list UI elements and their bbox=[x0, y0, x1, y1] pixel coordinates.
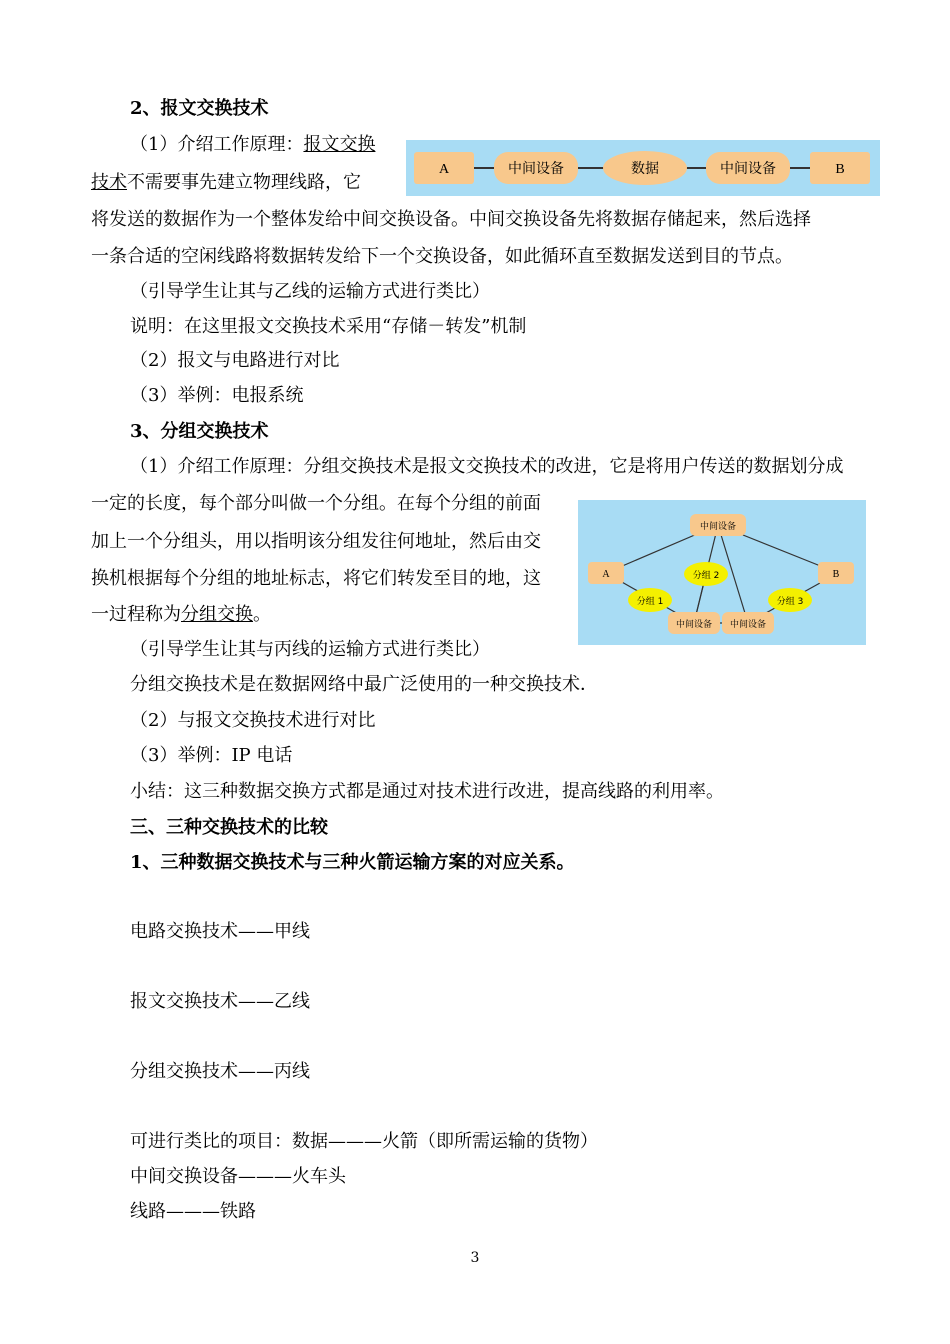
node-b-label: B bbox=[832, 569, 840, 580]
paragraph-line: 分组交换技术是在数据网络中最广泛使用的一种交换技术． bbox=[130, 674, 598, 695]
node-top-mid-label: 中间设备 bbox=[699, 522, 737, 532]
paragraph-line: （1）介绍工作原理：分组交换技术是报文交换技术的改进，它是将用户传送的数据划分成 bbox=[130, 456, 844, 477]
node-mid2-label: 中间设备 bbox=[720, 161, 776, 177]
node-mid1-label: 中间设备 bbox=[508, 161, 564, 177]
packet-3-label: 分组 3 bbox=[776, 597, 804, 607]
packet-2-label: 分组 2 bbox=[692, 571, 720, 581]
analogy-line: 中间交换设备———火车头 bbox=[130, 1166, 346, 1187]
mapping-line: 分组交换技术——丙线 bbox=[130, 1061, 310, 1082]
paragraph-line: 技术不需要事先建立物理线路，它 bbox=[91, 172, 361, 193]
node-data-label: 数据 bbox=[631, 161, 659, 177]
paragraph-line: 一过程称为分组交换。 bbox=[91, 604, 271, 625]
paragraph-line: 将发送的数据作为一个整体发给中间交换设备。中间交换设备先将数据存储起来，然后选择 bbox=[91, 209, 811, 230]
guide-note: （引导学生让其与乙线的运输方式进行类比） bbox=[130, 281, 490, 302]
packet-switching-diagram bbox=[578, 500, 866, 645]
mapping-line: 电路交换技术——甲线 bbox=[130, 921, 310, 942]
link-packet-switching[interactable]: 分组交换 bbox=[181, 604, 253, 625]
node-mid-bottom-left-label: 中间设备 bbox=[675, 620, 713, 630]
analogy-line: 线路———铁路 bbox=[130, 1201, 256, 1222]
list-item: （2）报文与电路进行对比 bbox=[130, 350, 340, 371]
paragraph-line: 换机根据每个分组的地址标志，将它们转发至目的地，这 bbox=[91, 568, 541, 589]
paragraph-line: 一条合适的空闲线路将数据转发给下一个交换设备，如此循环直至数据发送到目的节点。 bbox=[91, 246, 793, 267]
list-item: （3）举例：IP 电话 bbox=[130, 745, 293, 766]
node-a-label: A bbox=[438, 162, 450, 177]
list-item: （3）举例：电报系统 bbox=[130, 385, 304, 406]
section-heading-message-switching: 2、报文交换技术 bbox=[130, 98, 269, 119]
analogy-line: 可进行类比的项目：数据———火箭（即所需运输的货物） bbox=[130, 1131, 598, 1152]
link-message-switching[interactable]: 报文交换 bbox=[303, 134, 376, 155]
mapping-line: 报文交换技术——乙线 bbox=[130, 991, 310, 1012]
paragraph-line: 加上一个分组头，用以指明该分组发往何地址，然后由交 bbox=[91, 531, 541, 552]
list-item: （2）与报文交换技术进行对比 bbox=[130, 710, 376, 731]
link-message-switching-cont[interactable]: 技术 bbox=[91, 172, 127, 193]
subsection-heading: 1、三种数据交换技术与三种火箭运输方案的对应关系。 bbox=[130, 852, 575, 873]
paragraph-line: 一定的长度，每个部分叫做一个分组。在每个分组的前面 bbox=[91, 493, 541, 514]
summary: 小结：这三种数据交换方式都是通过对技术进行改进，提高线路的利用率。 bbox=[130, 781, 724, 802]
message-switching-diagram bbox=[406, 140, 880, 196]
node-mid-bottom-right-label: 中间设备 bbox=[729, 620, 767, 630]
explanation-note: 说明：在这里报文交换技术采用“存储－转发”机制 bbox=[130, 316, 527, 337]
node-a-label: A bbox=[602, 569, 610, 580]
section-heading-comparison: 三、三种交换技术的比较 bbox=[130, 817, 328, 838]
section-heading-packet-switching: 3、分组交换技术 bbox=[130, 421, 269, 442]
packet-1-label: 分组 1 bbox=[636, 597, 664, 607]
paragraph-line: （1）介绍工作原理：报文交换 bbox=[130, 134, 376, 155]
guide-note: （引导学生让其与丙线的运输方式进行类比） bbox=[130, 639, 490, 660]
node-b-label: B bbox=[835, 162, 845, 177]
page-number: 3 bbox=[470, 1250, 480, 1266]
